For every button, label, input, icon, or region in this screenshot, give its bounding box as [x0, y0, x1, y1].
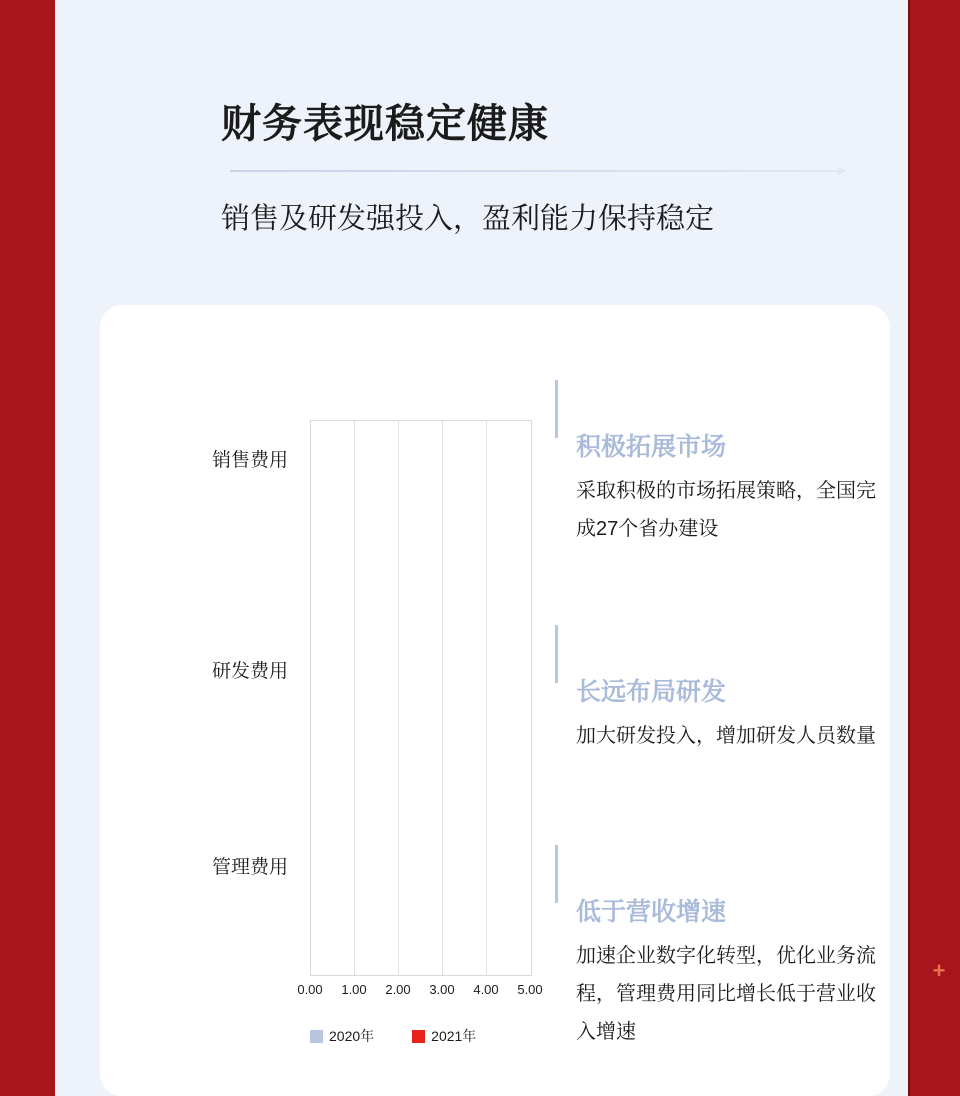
left-red-rail: [0, 0, 55, 1096]
page-title: 财务表现稳定健康: [221, 102, 549, 146]
chart-category-labels: [170, 360, 288, 970]
chart-legend: [310, 1026, 570, 1046]
xtick-1: 1.00: [341, 982, 367, 997]
note-body-2: 加速企业数字化转型，优化业务流程，管理费用同比增长低于营业收入增速: [576, 945, 876, 1043]
chart-x-axis: [297, 982, 543, 1002]
category-label-0: 销售费用: [211, 450, 288, 471]
note-accent-bar-1: [555, 625, 558, 683]
xtick-2: 2.00: [385, 982, 411, 997]
gridline-2: [398, 421, 399, 975]
legend-item-2021: [412, 1026, 476, 1046]
xtick-0: 0.00: [297, 982, 323, 997]
xtick-3: 3.00: [429, 982, 455, 997]
xtick-5: 5.00: [517, 982, 543, 997]
gridline-3: [442, 421, 443, 975]
content-card: [100, 305, 890, 1096]
note-body-1: 加大研发投入，增加研发人员数量: [576, 725, 876, 747]
page-subtitle: 销售及研发强投入，盈利能力保持稳定: [221, 203, 715, 235]
note-accent-bar-0: [555, 380, 558, 438]
gridline-1: [354, 421, 355, 975]
notes-column: [555, 360, 875, 1060]
right-red-rail: [910, 0, 960, 1096]
note-body-0: 采取积极的市场拓展策略，全国完成27个省办建设: [576, 480, 876, 540]
title-arrow-rule: [230, 170, 845, 172]
note-accent-bar-2: [555, 845, 558, 903]
expense-bar-chart: [170, 360, 590, 1044]
note-title-1: 长远布局研发: [576, 678, 727, 706]
slide-page: [55, 0, 910, 1096]
legend-swatch-2021: [412, 1030, 425, 1043]
legend-label-2020: 2020年: [329, 1028, 375, 1044]
chart-plot-area: [310, 420, 532, 976]
xtick-4: 4.00: [473, 982, 499, 997]
note-title-0: 积极拓展市场: [576, 433, 727, 461]
legend-swatch-2020: [310, 1030, 323, 1043]
legend-label-2021: 2021年: [431, 1028, 477, 1044]
legend-item-2020: [310, 1026, 374, 1046]
plus-icon: +: [932, 958, 946, 983]
category-label-2: 管理费用: [211, 857, 288, 878]
category-label-1: 研发费用: [211, 661, 288, 682]
gridline-4: [486, 421, 487, 975]
note-title-2: 低于营收增速: [576, 898, 727, 926]
